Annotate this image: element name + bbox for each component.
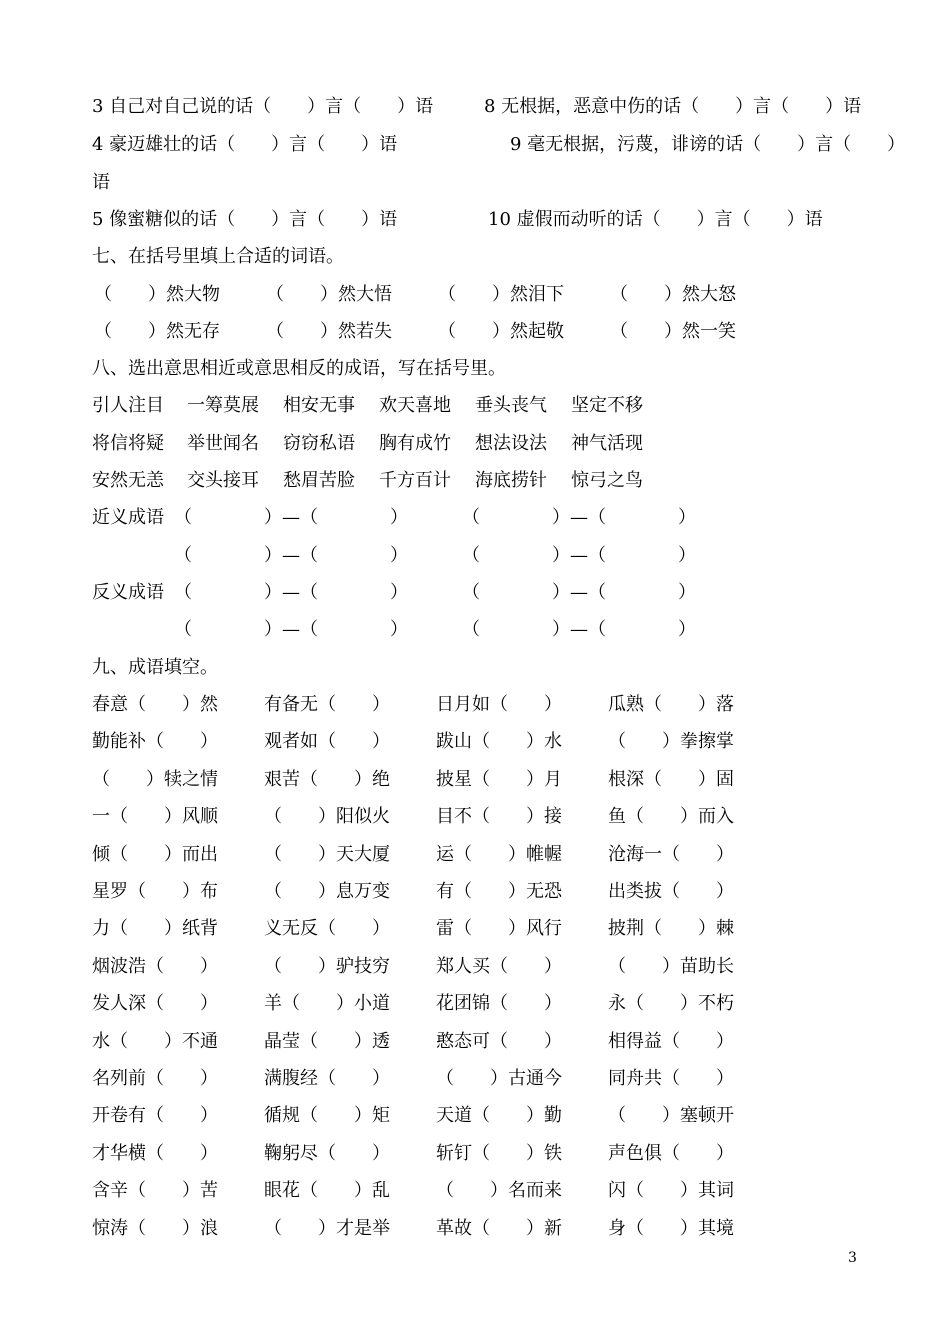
idiom-blank: （ ）才是举: [264, 1218, 390, 1239]
idiom-blank: 开卷有（ ）: [92, 1105, 218, 1126]
idiom: 愁眉苦脸: [283, 470, 355, 491]
idiom-blank: （ ）犊之情: [92, 769, 218, 790]
idiom-blank: 有备无（ ）: [264, 694, 390, 715]
idiom-blank: 春意（ ）然: [92, 694, 218, 715]
idiom: 引人注目: [92, 395, 164, 416]
item-8: 8 无根据，恶意中伤的话（ ）言（ ）语: [484, 96, 862, 117]
idiom-blank: 含辛（ ）苦: [92, 1180, 218, 1201]
idiom-blank: （ ）息万变: [264, 881, 390, 902]
idiom: 交头接耳: [187, 470, 259, 491]
idiom-blank: 鞠躬尽（ ）: [264, 1143, 390, 1164]
idiom-blank: 义无反（ ）: [264, 918, 390, 939]
section7-heading: 七、在括号里填上合适的词语。: [92, 246, 344, 267]
idiom-blank: （ ）塞顿开: [608, 1105, 734, 1126]
s7-cell: （ ）然若失: [266, 321, 392, 342]
idiom-blank: 郑人买（ ）: [436, 956, 562, 977]
idiom-blank: 跋山（ ）水: [436, 731, 562, 752]
idiom-blank: 花团锦（ ）: [436, 993, 562, 1014]
idiom: 窃窃私语: [283, 433, 355, 454]
answer-pair: （ ）—（ ）: [462, 619, 696, 640]
idiom-blank: （ ）天大厦: [264, 844, 390, 865]
item-10: 10 虚假而动听的话（ ）言（ ）语: [488, 209, 823, 230]
idiom: 胸有成竹: [379, 433, 451, 454]
idiom-blank: 憨态可（ ）: [436, 1031, 562, 1052]
idiom-blank: （ ）名而来: [436, 1180, 562, 1201]
idiom: 举世闻名: [187, 433, 259, 454]
section9-heading: 九、成语填空。: [92, 657, 218, 678]
idiom-blank: 发人深（ ）: [92, 993, 218, 1014]
idiom: 一筹莫展: [187, 395, 259, 416]
idiom-blank: （ ）拳擦掌: [608, 731, 734, 752]
idiom-blank: 披荆（ ）棘: [608, 918, 734, 939]
answer-pair: （ ）—（ ）: [174, 545, 408, 566]
item-5: 5 像蜜糖似的话（ ）言（ ）语: [92, 209, 398, 230]
idiom-blank: 革故（ ）新: [436, 1218, 562, 1239]
idiom-blank: 披星（ ）月: [436, 769, 562, 790]
idiom-blank: 永（ ）不朽: [608, 993, 734, 1014]
s7-cell: （ ）然起敬: [438, 321, 564, 342]
idiom: 相安无事: [283, 395, 355, 416]
idiom: 想法设法: [475, 433, 547, 454]
item-3: 3 自己对自己说的话（ ）言（ ）语: [92, 96, 434, 117]
idiom-blank: 满腹经（ ）: [264, 1068, 390, 1089]
section8-heading: 八、选出意思相近或意思相反的成语，写在括号里。: [92, 358, 506, 379]
idiom-blank: 有（ ）无恐: [436, 881, 562, 902]
idiom-blank: 相得益（ ）: [608, 1031, 734, 1052]
idiom-blank: （ ）古通今: [436, 1068, 562, 1089]
idiom: 安然无恙: [92, 470, 164, 491]
s7-cell: （ ）然大怒: [610, 284, 736, 305]
answer-pair: （ ）—（ ）: [174, 619, 408, 640]
idiom: 欢天喜地: [379, 395, 451, 416]
s7-cell: （ ）然大悟: [266, 284, 392, 305]
idiom-blank: 目不（ ）接: [436, 806, 562, 827]
s7-cell: （ ）然无存: [94, 321, 220, 342]
idiom: 千方百计: [379, 470, 451, 491]
idiom-blank: 星罗（ ）布: [92, 881, 218, 902]
idiom-blank: 同舟共（ ）: [608, 1068, 734, 1089]
idiom: 坚定不移: [571, 395, 643, 416]
s7-cell: （ ）然泪下: [438, 284, 564, 305]
idiom-blank: 雷（ ）风行: [436, 918, 562, 939]
idiom-blank: 羊（ ）小道: [264, 993, 390, 1014]
idiom-blank: 一（ ）风顺: [92, 806, 218, 827]
idiom-blank: 斩钉（ ）铁: [436, 1143, 562, 1164]
idiom-blank: 身（ ）其境: [608, 1218, 734, 1239]
page-number: 3: [848, 1250, 857, 1266]
idiom: 海底捞针: [475, 470, 547, 491]
s7-cell: （ ）然大物: [94, 284, 220, 305]
idiom-blank: 水（ ）不通: [92, 1031, 218, 1052]
synonym-label: 近义成语: [92, 507, 164, 528]
idiom-blank: 天道（ ）勤: [436, 1105, 562, 1126]
idiom: 将信将疑: [92, 433, 164, 454]
idiom: 垂头丧气: [475, 395, 547, 416]
answer-pair: （ ）—（ ）: [174, 507, 408, 528]
idiom-blank: 晶莹（ ）透: [264, 1031, 390, 1052]
idiom-blank: 瓜熟（ ）落: [608, 694, 734, 715]
idiom: 神气活现: [571, 433, 643, 454]
antonym-label: 反义成语: [92, 582, 164, 603]
idiom-blank: 日月如（ ）: [436, 694, 562, 715]
idiom-blank: 烟波浩（ ）: [92, 956, 218, 977]
idiom-blank: 出类拔（ ）: [608, 881, 734, 902]
idiom-blank: 根深（ ）固: [608, 769, 734, 790]
item-9: 9 毫无根据，污蔑，诽谤的话（ ）言（ ）: [510, 134, 906, 155]
idiom-blank: 倾（ ）而出: [92, 844, 218, 865]
idiom-blank: 眼花（ ）乱: [264, 1180, 390, 1201]
idiom-blank: 名列前（ ）: [92, 1068, 218, 1089]
idiom-blank: （ ）苗助长: [608, 956, 734, 977]
item-4: 4 豪迈雄壮的话（ ）言（ ）语: [92, 134, 398, 155]
idiom-blank: 力（ ）纸背: [92, 918, 218, 939]
idiom-blank: 循规（ ）矩: [264, 1105, 390, 1126]
idiom-blank: 运（ ）帷幄: [436, 844, 562, 865]
idiom: 惊弓之鸟: [571, 470, 643, 491]
idiom-blank: 声色俱（ ）: [608, 1143, 734, 1164]
s7-cell: （ ）然一笑: [610, 321, 736, 342]
answer-pair: （ ）—（ ）: [462, 507, 696, 528]
item-9-wrap: 语: [92, 172, 110, 193]
idiom-blank: 勤能补（ ）: [92, 731, 218, 752]
answer-pair: （ ）—（ ）: [174, 582, 408, 603]
idiom-blank: 才华横（ ）: [92, 1143, 218, 1164]
idiom-blank: （ ）驴技穷: [264, 956, 390, 977]
idiom-blank: （ ）阳似火: [264, 806, 390, 827]
answer-pair: （ ）—（ ）: [462, 582, 696, 603]
idiom-blank: 鱼（ ）而入: [608, 806, 734, 827]
idiom-blank: 艰苦（ ）绝: [264, 769, 390, 790]
idiom-blank: 沧海一（ ）: [608, 844, 734, 865]
idiom-blank: 惊涛（ ）浪: [92, 1218, 218, 1239]
idiom-blank: 闪（ ）其词: [608, 1180, 734, 1201]
answer-pair: （ ）—（ ）: [462, 545, 696, 566]
idiom-blank: 观者如（ ）: [264, 731, 390, 752]
